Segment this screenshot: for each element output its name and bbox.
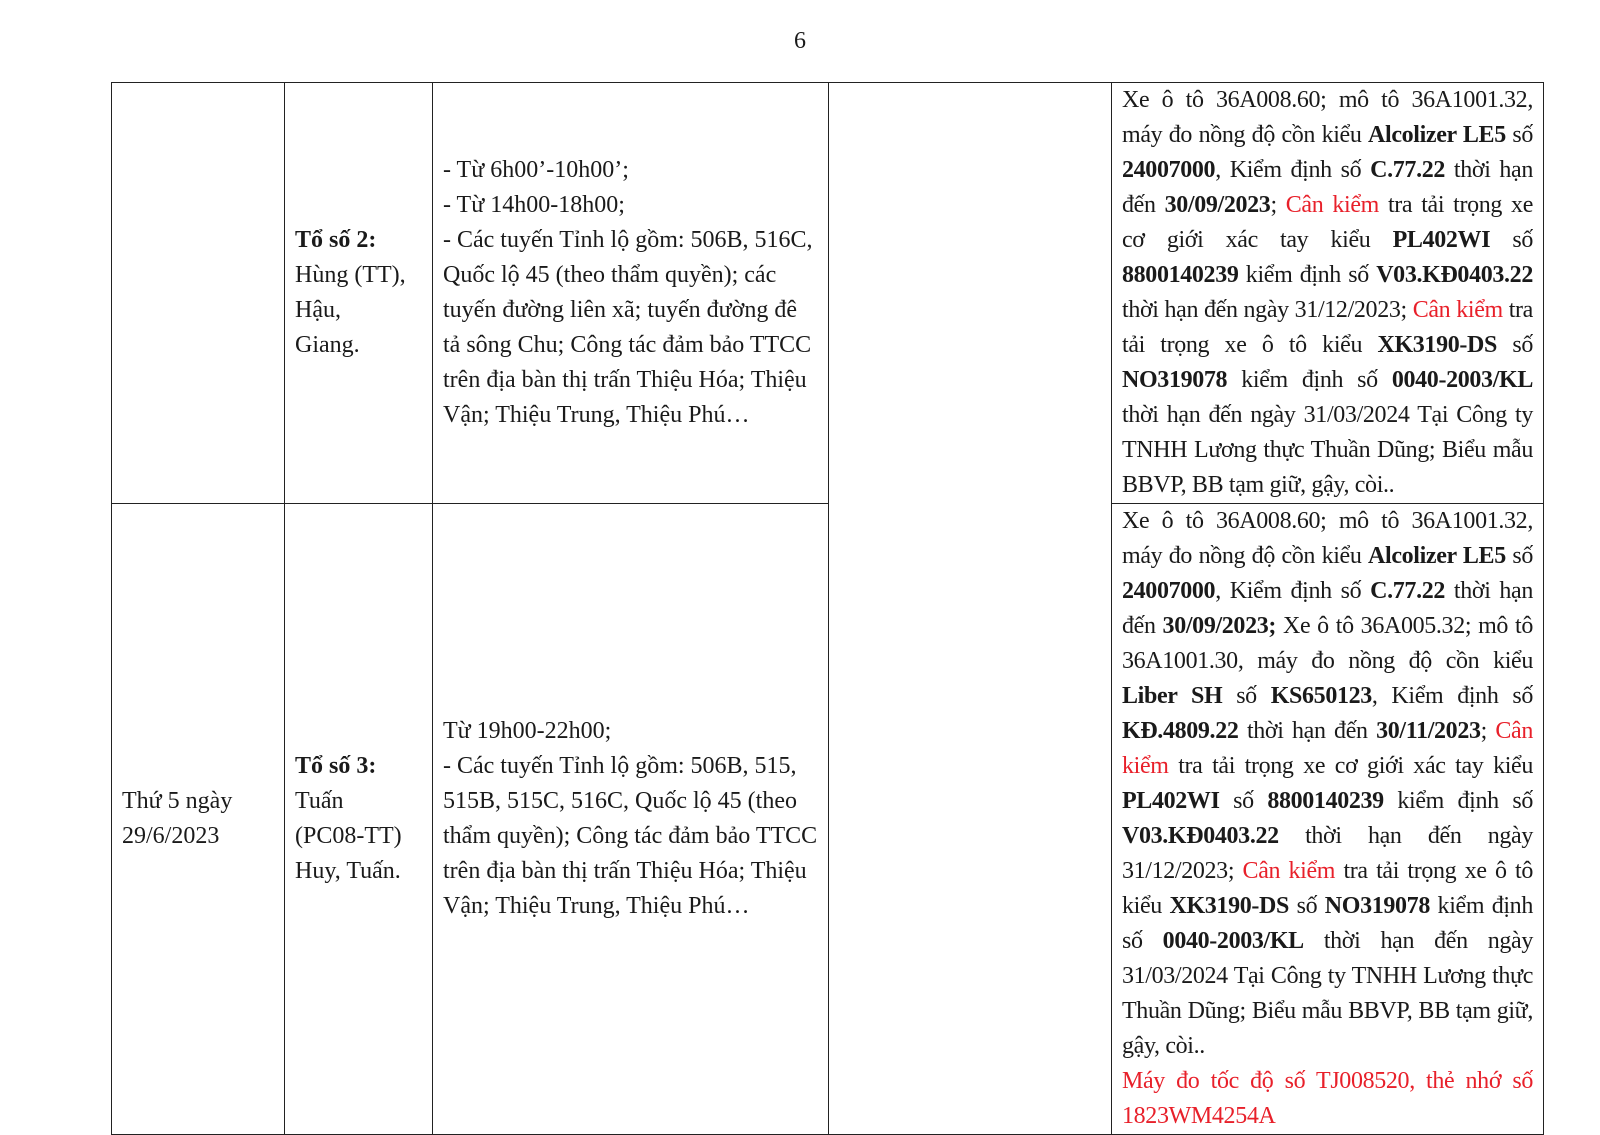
device-model: PL402WI	[1392, 227, 1491, 253]
highlight-text: Cân kiểm	[1285, 192, 1379, 218]
schedule-cell	[433, 504, 829, 1135]
schedule-line: - Từ 6h00’-10h00’;	[443, 157, 629, 183]
device-model: Alcolizer LE5	[1368, 122, 1506, 148]
highlight-text: Cân kiểm	[1122, 718, 1534, 779]
equipment-cell: Xe ô tô 36A008.60; mô tô 36A1001.32, máy đo nồng độ cồn kiểu Alcolizer LE5 số 24007000, Kiểm định số C.77.22 thời hạn đến 30/09/2023; Xe ô tô 36A005.32; mô tô 36A1001.30, máy đo nồng độ cồn kiểu Liber SH số KS650123, Kiểm định số KĐ.4809.22 thời hạn đến 30/11/2023; Cân kiểm tra tải trọng xe cơ giới xác tay kiểu PL402WI số 8800140239 kiểm định số V03.KĐ0403.22 thời hạn đến ngày 31/12/2023; Cân kiểm tra tải trọng xe ô tô kiểu XK3190-DS số NO319078 kiểm định số 0040-2003/KL thời hạn đến ngày 31/03/2024 Tại Công ty TNHH Lương thực Thuần Dũng; Biểu mẫu BBVP, BB tạm giữ, gậy, còi.. Máy đo tốc độ số TJ008520, thẻ nhớ số 1823WM4254A	[1112, 504, 1544, 1135]
schedule-cell	[433, 83, 829, 504]
date-cell: Thứ 5 ngày 29/6/2023	[112, 504, 285, 1135]
patrol-schedule-table	[111, 82, 1544, 1135]
team-cell	[285, 83, 433, 504]
date-cell	[112, 83, 285, 504]
equipment-cell: Xe ô tô 36A008.60; mô tô 36A1001.32, máy đo nồng độ cồn kiểu Alcolizer LE5 số 24007000, Kiểm định số C.77.22 thời hạn đến 30/09/2023; Cân kiểm tra tải trọng xe cơ giới xác tay kiểu PL402WI số 8800140239 kiểm định số V03.KĐ0403.22 thời hạn đến ngày 31/12/2023; Cân kiểm tra tải trọng xe ô tô kiểu XK3190-DS số NO319078 kiểm định số 0040-2003/KL thời hạn đến ngày 31/03/2024 Tại Công ty TNHH Lương thực Thuần Dũng; Biểu mẫu BBVP, BB tạm giữ, gậy, còi..	[1112, 83, 1544, 504]
certificate-number: V03.KĐ0403.22	[1376, 262, 1533, 288]
expiry-date: 30/11/2023	[1376, 718, 1481, 744]
serial-number: 24007000	[1122, 578, 1216, 604]
device-model: XK3190-DS	[1169, 893, 1290, 919]
highlight-text: Cân kiểm	[1242, 858, 1336, 884]
certificate-number: C.77.22	[1370, 157, 1446, 183]
team-member: Giang.	[295, 332, 360, 358]
speed-meter-note: Máy đo tốc độ số TJ008520, thẻ nhớ số 1823WM4254A	[1122, 1068, 1533, 1129]
schedule-line: - Từ 14h00-18h00;	[443, 192, 625, 218]
team-member: Hùng (TT),	[295, 262, 406, 288]
certificate-number: 0040-2003/KL	[1162, 928, 1304, 954]
serial-number: 8800140239	[1122, 262, 1239, 288]
team-member: Huy, Tuấn.	[295, 858, 401, 884]
device-model: Alcolizer LE5	[1368, 543, 1506, 569]
team-cell	[285, 504, 433, 1135]
empty-cell	[829, 83, 1112, 1135]
team-member: (PC08-TT)	[295, 823, 402, 849]
device-model: PL402WI	[1122, 788, 1220, 814]
certificate-number: KĐ.4809.22	[1122, 718, 1239, 744]
serial-number: 24007000	[1122, 157, 1216, 183]
page-number: 6	[794, 28, 806, 54]
serial-number: KS650123	[1270, 683, 1372, 709]
expiry-date: 30/09/2023;	[1162, 613, 1277, 639]
serial-number: NO319078	[1324, 893, 1430, 919]
highlight-text: Cân kiểm	[1412, 297, 1503, 323]
serial-number: NO319078	[1122, 367, 1228, 393]
team-member: Hậu,	[295, 297, 341, 323]
schedule-line: - Các tuyến Tỉnh lộ gồm: 506B, 516C, Quốc lộ 45 (theo thẩm quyền); các tuyến đường liên xã; tuyến đường đê tả sông Chu; Công tác đảm bảo TTCC trên địa bàn thị trấn Thiệu Hóa; Thiệu Vận; Thiệu Trung, Thiệu Phú…	[443, 227, 813, 428]
schedule-line: - Các tuyến Tỉnh lộ gồm: 506B, 515, 515B, 515C, 516C, Quốc lộ 45 (theo thẩm quyền); Công tác đảm bảo TTCC trên địa bàn thị trấn Thiệu Hóa; Thiệu Vận; Thiệu Trung, Thiệu Phú…	[443, 753, 818, 919]
certificate-number: 0040-2003/KL	[1391, 367, 1533, 393]
team-label: Tổ số 3:	[295, 753, 377, 779]
serial-number: 8800140239	[1267, 788, 1384, 814]
certificate-number: V03.KĐ0403.22	[1122, 823, 1279, 849]
device-model: Liber SH	[1122, 683, 1223, 709]
device-model: XK3190-DS	[1377, 332, 1497, 358]
table-row	[112, 504, 1544, 1135]
expiry-date: 30/09/2023	[1164, 192, 1271, 218]
team-label: Tổ số 2:	[295, 227, 377, 253]
table-row	[112, 83, 1544, 504]
certificate-number: C.77.22	[1370, 578, 1446, 604]
team-member: Tuấn	[295, 788, 344, 814]
schedule-line: Từ 19h00-22h00;	[443, 718, 612, 744]
